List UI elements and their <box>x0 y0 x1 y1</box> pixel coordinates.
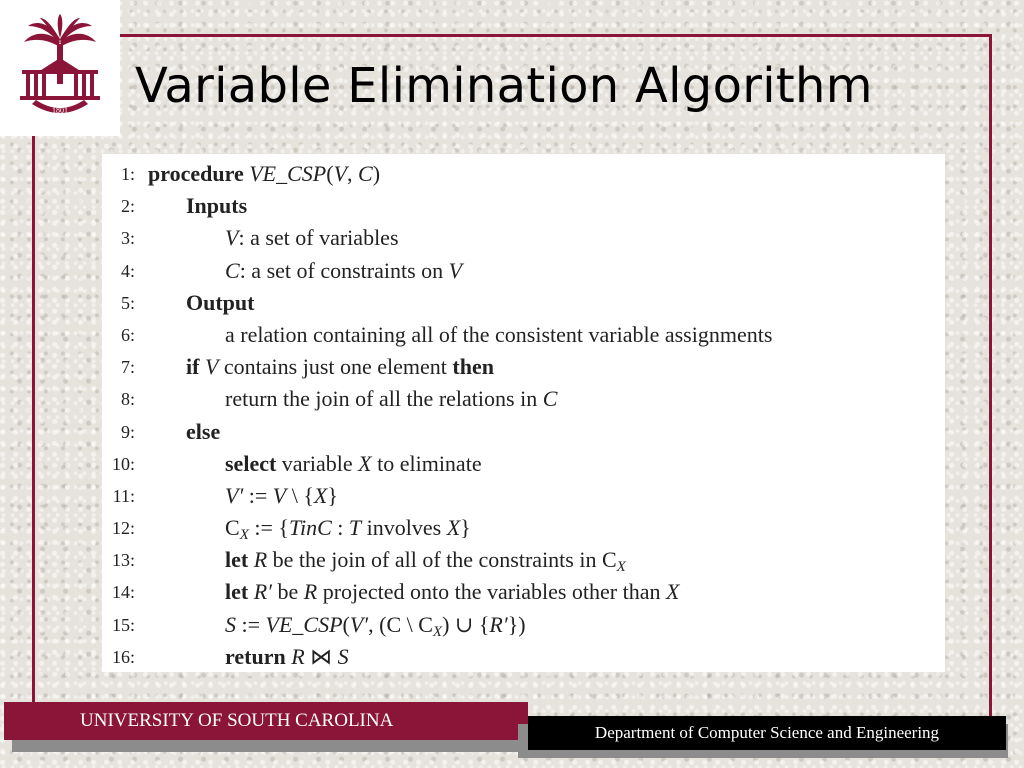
code-fragment: projected onto the variables other than <box>317 579 667 605</box>
code-fragment: VE_CSP <box>249 161 327 186</box>
line-code <box>225 383 557 415</box>
code-fragment: := <box>243 482 273 508</box>
algorithm-line <box>102 255 945 287</box>
code-fragment: X <box>446 515 461 541</box>
code-fragment: variable <box>276 450 359 476</box>
code-fragment: }) <box>507 611 526 637</box>
keyword: then <box>452 354 494 380</box>
usc-palmetto-seal-icon <box>10 12 110 124</box>
code-fragment: : a set of constraints on <box>239 257 449 283</box>
code-fragment: R′ <box>253 579 272 605</box>
code-fragment: : a set of variables <box>238 225 399 251</box>
code-fragment: V <box>272 482 287 508</box>
code-fragment: ( <box>342 611 350 637</box>
line-code <box>225 222 399 254</box>
code-fragment: := { <box>248 515 289 541</box>
keyword: Output <box>186 289 255 315</box>
code-fragment: contains just one element <box>218 354 453 380</box>
algorithm-line <box>102 416 945 448</box>
algorithm-line <box>102 480 945 512</box>
algorithm-line <box>102 544 945 576</box>
algorithm-line <box>102 158 945 190</box>
line-code <box>225 255 462 287</box>
frame-right-line <box>989 34 992 718</box>
keyword: procedure <box>148 161 244 186</box>
code-fragment: to eliminate <box>371 450 482 476</box>
algorithm-line <box>102 383 945 415</box>
code-fragment: ( <box>326 161 334 186</box>
code-fragment: X <box>616 559 626 576</box>
line-number: 12: <box>111 518 135 539</box>
code-fragment: T <box>348 515 362 541</box>
algorithm-line <box>102 351 945 383</box>
code-fragment: := <box>236 611 266 637</box>
line-number: 1: <box>120 164 135 184</box>
line-code <box>225 319 772 351</box>
line-number: 14: <box>111 582 135 603</box>
line-number: 6: <box>120 324 135 345</box>
code-fragment: V <box>225 225 239 251</box>
algorithm-line <box>102 448 945 480</box>
code-fragment: V <box>333 161 348 186</box>
line-number: 2: <box>120 196 135 217</box>
line-number: 11: <box>112 485 135 506</box>
algorithm-line <box>102 512 945 544</box>
code-fragment: V <box>204 354 219 380</box>
logo-year-text: 1801 <box>52 106 68 115</box>
line-number: 4: <box>120 260 135 281</box>
frame-top-line <box>118 34 992 37</box>
line-number: 15: <box>111 614 135 635</box>
code-fragment: V′ <box>349 611 369 637</box>
keyword: else <box>186 418 221 444</box>
line-number: 13: <box>111 550 135 571</box>
line-code <box>225 480 338 512</box>
line-number: 7: <box>120 357 135 378</box>
algorithm-line <box>102 287 945 319</box>
code-fragment: S <box>337 643 349 669</box>
code-fragment: ) ∪ { <box>442 611 490 637</box>
code-fragment: \ { <box>286 482 314 508</box>
code-fragment: R′ <box>489 611 508 637</box>
line-code <box>186 287 254 319</box>
line-code <box>225 641 349 673</box>
code-fragment: X <box>432 623 443 640</box>
code-fragment: C <box>358 161 373 186</box>
code-fragment: be <box>271 579 304 605</box>
code-fragment: a relation containing all of the consistent variable assignments <box>225 321 773 347</box>
keyword: Inputs <box>186 193 248 219</box>
code-fragment: be the join of all of the constraints in C <box>267 547 617 573</box>
frame-left-line <box>32 136 35 704</box>
keyword: let <box>225 547 249 573</box>
code-fragment: TinC <box>288 515 332 541</box>
line-number: 5: <box>120 292 135 313</box>
code-fragment: VE_CSP <box>265 611 343 637</box>
code-fragment: , <box>347 161 359 186</box>
code-fragment: S <box>225 611 236 637</box>
line-number: 16: <box>111 646 135 667</box>
algorithm-line <box>102 222 945 254</box>
code-fragment: return the join of all the relations in <box>225 386 543 412</box>
code-fragment: } <box>327 482 338 508</box>
line-code <box>186 190 247 222</box>
keyword: select <box>225 450 277 476</box>
algorithm-panel <box>102 154 945 672</box>
line-number: 3: <box>120 228 135 249</box>
line-number: 8: <box>120 389 135 410</box>
line-code <box>186 416 220 448</box>
code-fragment: X <box>313 482 328 508</box>
code-fragment: X <box>239 527 249 544</box>
code-fragment: C <box>542 386 558 412</box>
line-code <box>225 448 482 480</box>
algorithm-line <box>102 641 945 673</box>
department-banner: Department of Computer Science and Engineering <box>528 716 1006 750</box>
code-fragment: V <box>448 257 463 283</box>
code-fragment: X <box>358 450 372 476</box>
code-fragment: R <box>291 643 305 669</box>
code-fragment: C <box>225 257 240 283</box>
code-fragment: involves <box>361 515 447 541</box>
algorithm-line <box>102 319 945 351</box>
keyword: return <box>225 643 286 669</box>
line-code <box>186 351 494 383</box>
algorithm-line <box>102 609 945 641</box>
code-fragment: R <box>253 547 268 573</box>
logo-box <box>0 0 120 136</box>
line-code <box>148 158 380 190</box>
slide-title: Variable Elimination Algorithm <box>135 58 873 114</box>
algorithm-line <box>102 576 945 608</box>
code-fragment: } <box>460 515 471 541</box>
university-banner: UNIVERSITY OF SOUTH CAROLINA <box>4 702 528 740</box>
code-fragment: ⋈ <box>304 643 338 669</box>
code-fragment: X <box>666 579 680 605</box>
code-fragment: ) <box>372 161 381 186</box>
code-fragment: , (C \ C <box>368 611 433 637</box>
code-fragment: R <box>303 579 318 605</box>
keyword: if <box>186 354 200 380</box>
code-fragment: : <box>331 515 349 541</box>
keyword: let <box>225 579 249 605</box>
line-code <box>225 576 679 608</box>
line-number: 9: <box>120 421 135 442</box>
code-fragment: V′ <box>225 482 244 508</box>
code-fragment: C <box>225 515 240 541</box>
line-number: 10: <box>111 453 135 474</box>
algorithm-line <box>102 190 945 222</box>
